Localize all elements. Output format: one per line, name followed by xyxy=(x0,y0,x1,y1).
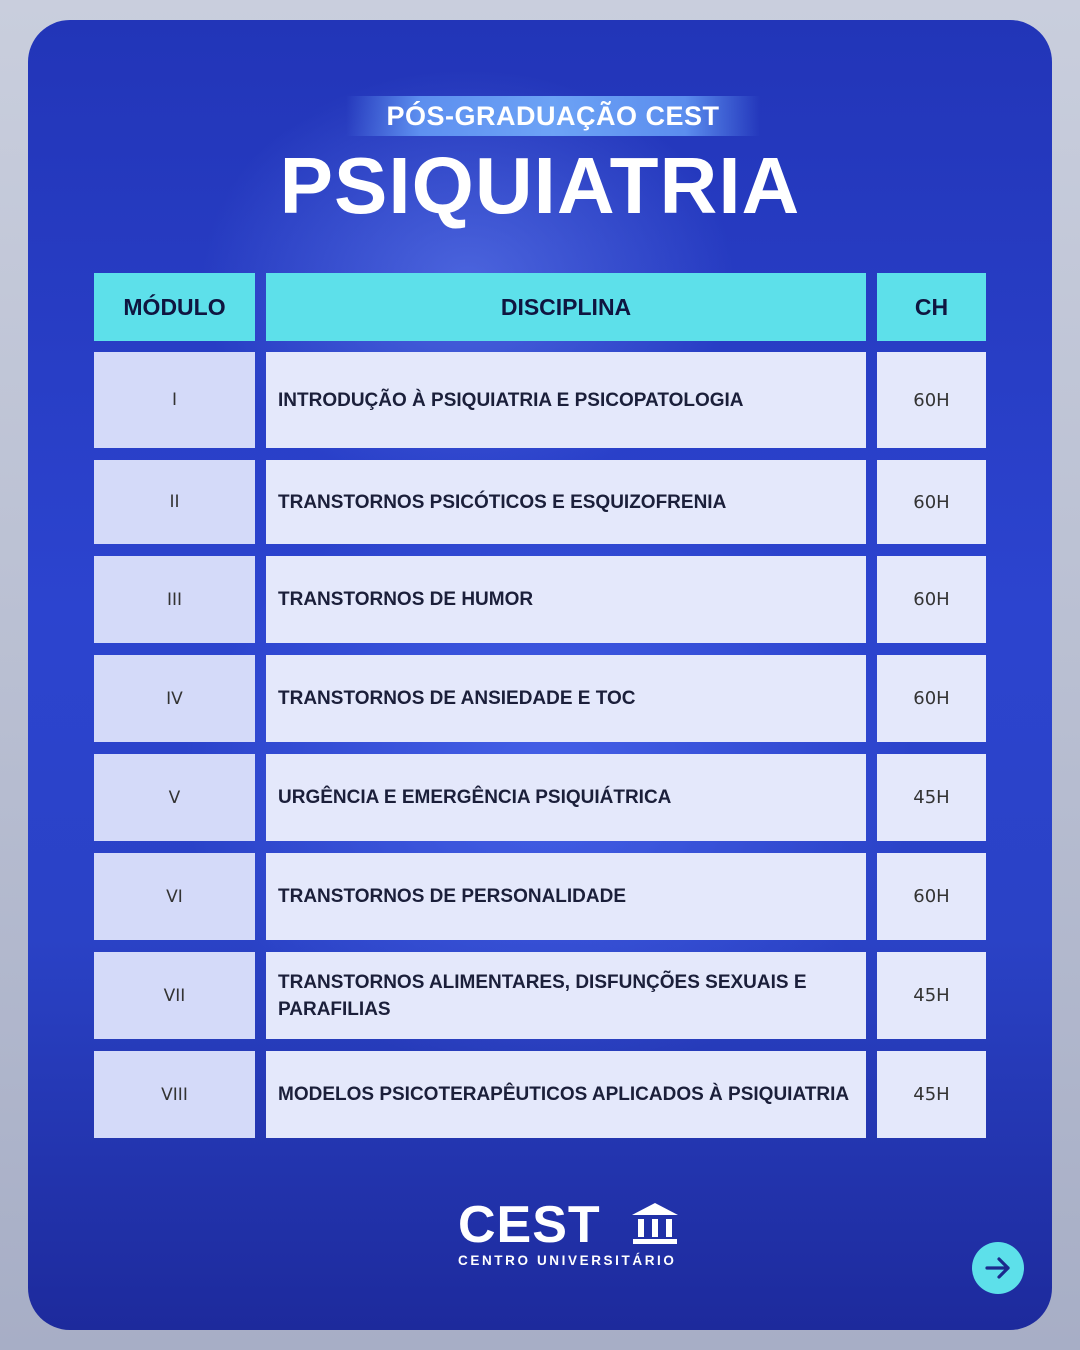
building-icon xyxy=(630,1201,680,1245)
hours-cell: 45H xyxy=(877,952,986,1039)
discipline-cell: TRANSTORNOS DE ANSIEDADE E TOC xyxy=(266,655,866,742)
module-cell: VII xyxy=(94,952,255,1039)
next-button[interactable] xyxy=(972,1242,1024,1294)
module-cell: III xyxy=(94,556,255,643)
module-cell: VIII xyxy=(94,1051,255,1138)
module-cell: IV xyxy=(94,655,255,742)
hours-cell: 60H xyxy=(877,655,986,742)
discipline-cell: TRANSTORNOS ALIMENTARES, DISFUNÇÕES SEXUAIS E PARAFILIAS xyxy=(266,952,866,1039)
module-cell: I xyxy=(94,352,255,448)
cest-logo xyxy=(458,1195,688,1275)
column-header-modulo: MÓDULO xyxy=(94,273,255,341)
arrow-right-icon xyxy=(982,1252,1014,1284)
hours-cell: 60H xyxy=(877,352,986,448)
discipline-cell: MODELOS PSICOTERAPÊUTICOS APLICADOS À PSIQUIATRIA xyxy=(266,1051,866,1138)
hours-cell: 60H xyxy=(877,460,986,544)
module-cell: V xyxy=(94,754,255,841)
discipline-cell: INTRODUÇÃO À PSIQUIATRIA E PSICOPATOLOGIA xyxy=(266,352,866,448)
logo-subtitle: CENTRO UNIVERSITÁRIO xyxy=(458,1253,677,1268)
hours-cell: 45H xyxy=(877,1051,986,1138)
discipline-cell: URGÊNCIA E EMERGÊNCIA PSIQUIÁTRICA xyxy=(266,754,866,841)
module-cell: II xyxy=(94,460,255,544)
page-title: PSIQUIATRIA xyxy=(279,141,801,230)
column-header-ch: CH xyxy=(877,273,986,341)
discipline-cell: TRANSTORNOS DE PERSONALIDADE xyxy=(266,853,866,940)
content-card xyxy=(28,20,1052,1330)
hours-cell: 60H xyxy=(877,853,986,940)
program-badge: PÓS-GRADUAÇÃO CEST xyxy=(346,96,760,136)
discipline-cell: TRANSTORNOS PSICÓTICOS E ESQUIZOFRENIA xyxy=(266,460,866,544)
discipline-cell: TRANSTORNOS DE HUMOR xyxy=(266,556,866,643)
hours-cell: 45H xyxy=(877,754,986,841)
column-header-disciplina: DISCIPLINA xyxy=(266,273,866,341)
hours-cell: 60H xyxy=(877,556,986,643)
logo-wordmark: CEST xyxy=(458,1196,601,1254)
module-cell: VI xyxy=(94,853,255,940)
